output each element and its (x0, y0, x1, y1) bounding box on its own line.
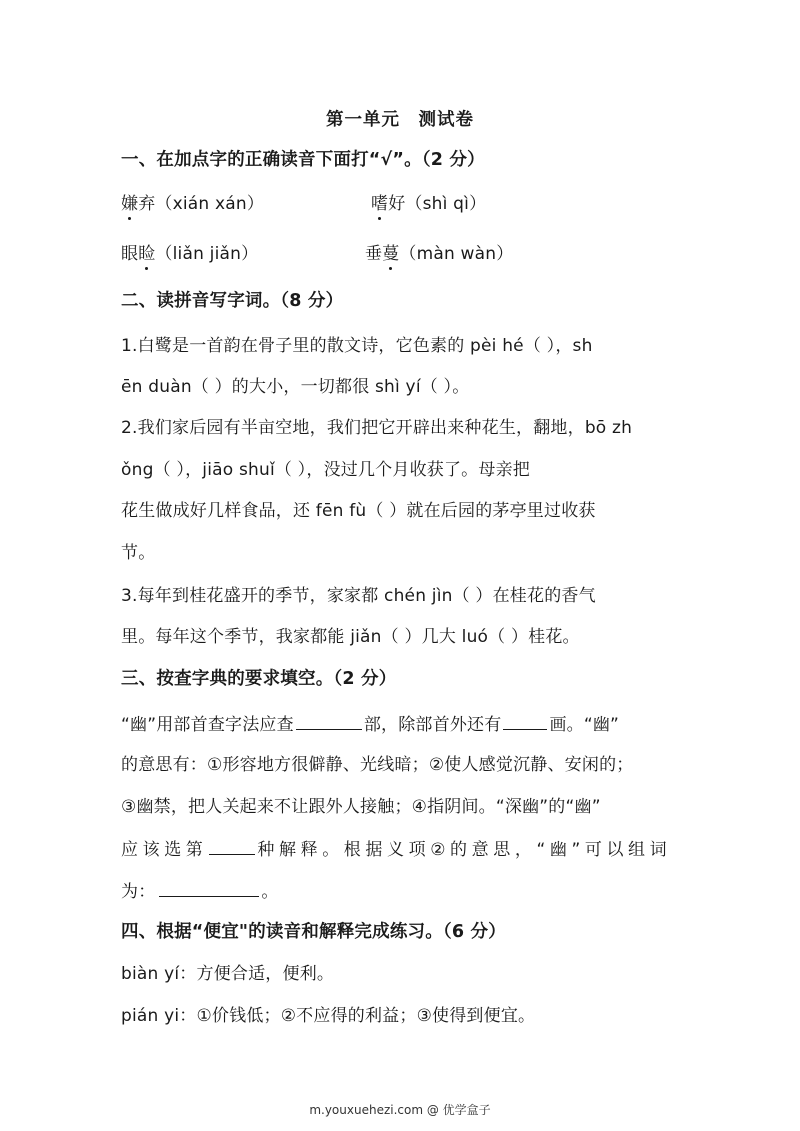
q2-line-6: 节。 (121, 543, 156, 563)
q2-heading: 二、读拼音写字词。（8 分） (121, 291, 344, 311)
q3-line-1-a: “幽”用部首查字法应查 (121, 715, 294, 735)
q2-line-4: ǒng（ ），jiāo shuǐ（ ），没过几个月收获了。母亲把 (121, 460, 530, 480)
q1-item-2-post: 好（shì qì） (388, 194, 487, 214)
q1-item-1 (121, 192, 264, 216)
q1-item-4 (365, 242, 513, 266)
q1-item-3-pre: 眼 (121, 244, 139, 264)
q3-line-5 (121, 878, 279, 904)
q1-item-4-post: （màn wàn） (399, 244, 514, 264)
q2-line-2: ēn duàn（ ）的大小，一切都很 shì yí（ ）。 (121, 377, 470, 397)
q2-line-1: 1.白鹭是一首韵在骨子里的散文诗，它色素的 pèi hé（ ），sh (121, 336, 593, 356)
q3-line-4 (121, 836, 671, 862)
q1-item-2 (371, 192, 486, 216)
q3-line-4-b: 种解释。根据义项②的意思，“幽”可以组词 (257, 840, 672, 860)
q1-item-3 (121, 242, 258, 266)
q1-item-4-dotted: 蔓 (382, 244, 400, 264)
q1-item-3-dotted: 睑 (138, 244, 156, 264)
radical-answer-blank[interactable] (296, 711, 362, 730)
q2-line-7: 3.每年到桂花盛开的季节，家家都 chén jìn（ ）在桂花的香气 (121, 586, 596, 606)
page-title: 第一单元 测试卷 (326, 110, 474, 130)
q3-line-1 (121, 711, 619, 737)
q3-line-2: 的意思有：①形容地方很僻静、光线暗；②使人感觉沉静、安闲的； (121, 755, 634, 775)
q1-item-2-dotted: 嗜 (371, 194, 389, 214)
q2-line-8: 里。每年这个季节，我家都能 jiǎn（ ）几大 luó（ ）桂花。 (121, 627, 580, 647)
q2-line-5: 花生做成好几样食品，还 fēn fù（ ）就在后园的茅亭里过收获 (121, 501, 596, 521)
q4-line-1: biàn yí：方便合适，便利。 (121, 964, 335, 984)
q3-line-1-b: 部，除部首外还有 (363, 715, 502, 735)
meaning-number-blank[interactable] (209, 836, 255, 855)
q1-item-4-pre: 垂 (365, 244, 383, 264)
q3-line-3: ③幽禁，把人关起来不让跟外人接触；④指阴间。“深幽”的“幽” (121, 797, 601, 817)
q4-heading: 四、根据“便宜"的读音和解释完成练习。（6 分） (121, 922, 506, 942)
q3-line-4-a: 应该选第 (121, 840, 208, 860)
footer-watermark: m.youxuehezi.com @ 优学盒子 (309, 1103, 491, 1117)
q1-item-1-post: 弃（xián xán） (138, 194, 265, 214)
q2-line-3: 2.我们家后园有半亩空地，我们把它开辟出来种花生，翻地，bō zh (121, 418, 633, 438)
q4-line-2: pián yi：①价钱低；②不应得的利益；③使得到便宜。 (121, 1006, 536, 1026)
word-group-blank[interactable] (159, 878, 259, 897)
q1-item-1-dotted: 嫌 (121, 194, 139, 214)
q3-heading: 三、按查字典的要求填空。（2 分） (121, 669, 397, 689)
q1-item-3-post: （liǎn jiǎn） (155, 244, 259, 264)
q3-line-1-c: 画。“幽” (549, 715, 620, 735)
stroke-count-blank[interactable] (503, 711, 547, 730)
q1-heading: 一、在加点字的正确读音下面打“√”。（2 分） (121, 150, 485, 170)
q3-line-5-a: 为： (121, 882, 156, 902)
q3-line-5-b: 。 (261, 882, 279, 902)
